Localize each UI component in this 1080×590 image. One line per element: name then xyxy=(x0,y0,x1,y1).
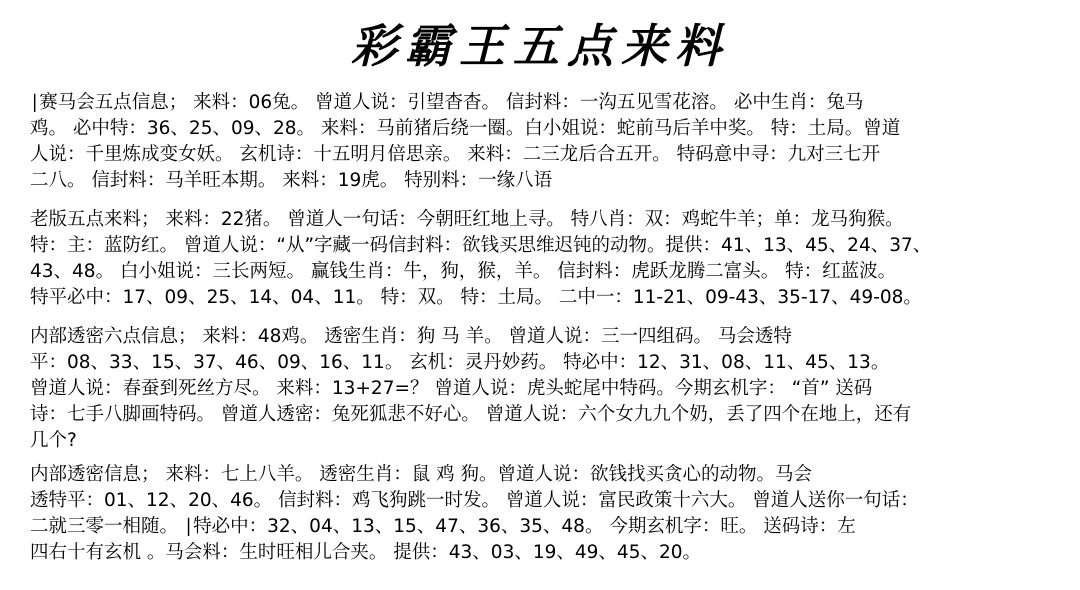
text-line: 内部透密六点信息； 来料：48鸡。 透密生肖：狗 马 羊。 曾道人说：三一四组码。 马会透特 xyxy=(30,326,792,347)
text-line: 43、48。 白小姐说：三长两短。 赢钱生肖：牛，狗，猴，羊。 信封料：虎跃龙腾二富头。 特：红蓝波。 xyxy=(30,261,897,282)
text-line: ∣赛马会五点信息； 来料：06兔。 曾道人说：引望杳杳。 信封料：一沟五见雪花溶。 必中生肖：兔马 xyxy=(30,92,864,113)
text-line: 内部透密信息； 来料：七上八羊。 透密生肖：鼠 鸡 狗。曾道人说：欲钱找买贪心的动物。马会 xyxy=(30,464,813,485)
text-line: 特：主：蓝防红。 曾道人说：“从”字藏一码信封料：欲钱买思维迟钝的动物。提供：41、13、45、24、37、 xyxy=(30,235,932,256)
text-line: 曾道人说：春蚕到死丝方尽。 来料：13+27=？ 曾道人说：虎头蛇尾中特码。今期玄机字： “首” 送码 xyxy=(30,378,873,399)
text-line: 人说：千里炼成变女妖。 玄机诗：十五明月倍思亲。 来料：二三龙后合五开。 特码意中寻：九对三七开 xyxy=(30,144,881,165)
section-internal-six-point-info xyxy=(30,324,1050,454)
section-old-version-info xyxy=(30,207,1050,311)
document-title: 彩霸王五点来料 xyxy=(351,19,729,73)
section-five-point-info xyxy=(30,90,1050,194)
text-line: 透特平：01、12、20、46。 信封料：鸡飞狗跳一时发。 曾道人说：富民政策十六大。 曾道人送你一句话： xyxy=(30,490,919,511)
text-line: 平：08、33、15、37、46、09、16、11。 玄机：灵丹妙药。 特必中：12、31、08、11、45、13。 xyxy=(30,352,890,373)
text-line: 特平必中：17、09、25、14、04、11。 特：双。 特：土局。 二中一：11-21、09-43、35-17、49-08。 xyxy=(30,287,922,308)
section-internal-info xyxy=(30,462,1050,566)
text-line: 四右十有玄机 。马会料：生时旺相儿合夹。 提供：43、03、19、49、45、20。 xyxy=(30,542,702,563)
text-line: 几个? xyxy=(30,430,77,451)
text-line: 诗：七手八脚画特码。 曾道人透密：兔死狐悲不好心。 曾道人说：六个女九九个奶，丢了四个在地上，还有 xyxy=(30,404,912,425)
text-line: 二就三零一相随。 ∣特必中：32、04、13、15、47、36、35、48。 今期玄机字：旺。 送码诗：左 xyxy=(30,516,856,537)
text-line: 鸡。 必中特：36、25、09、28。 来料：马前猪后绕一圈。白小姐说：蛇前马后羊中奖。 特：土局。曾道 xyxy=(30,118,901,139)
text-line: 老版五点来料； 来料：22猪。 曾道人一句话：今朝旺红地上寻。 特八肖：双：鸡蛇牛羊；单：龙马狗猴。 xyxy=(30,209,904,230)
text-line: 二八。 信封料：马羊旺本期。 来料：19虎。 特别料：一缘八语 xyxy=(30,170,553,191)
